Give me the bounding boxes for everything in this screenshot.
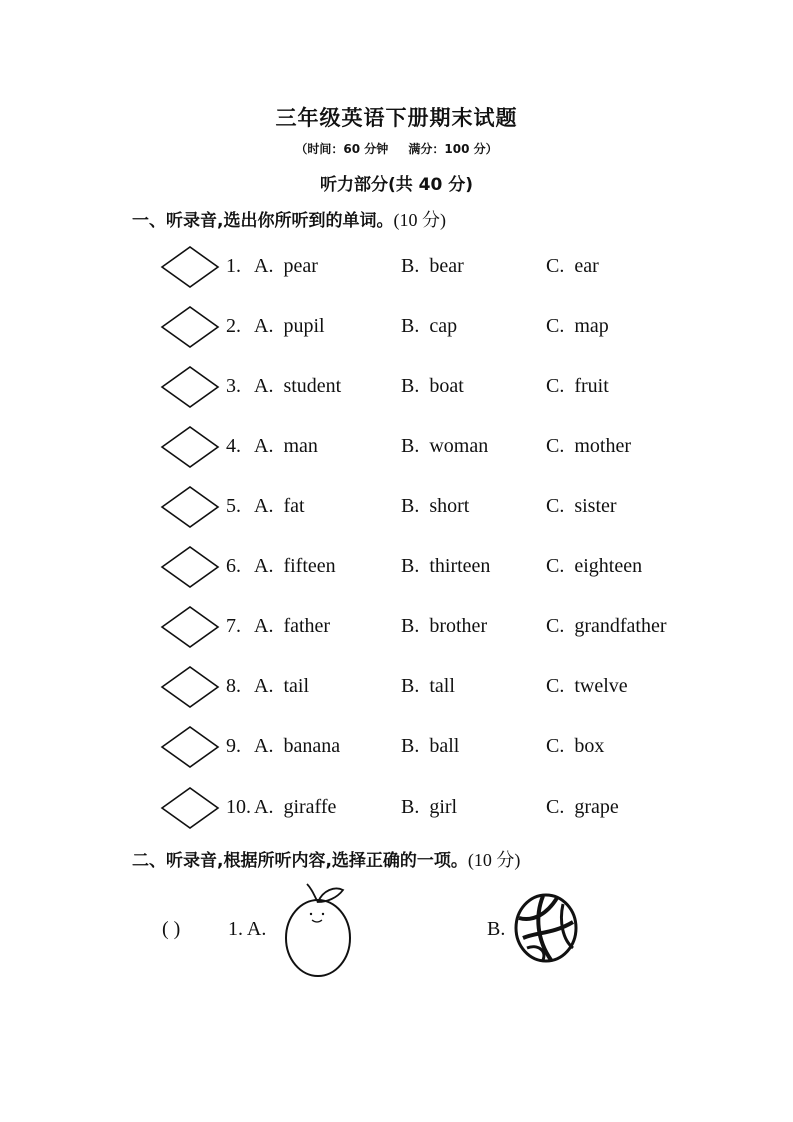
part-title: 听力部分(共 40 分): [319, 175, 474, 195]
option-a-label: A.: [254, 615, 274, 637]
option-c[interactable]: [546, 495, 617, 518]
option-a[interactable]: [254, 555, 336, 578]
page-title: 三年级英语下册期末试题: [275, 106, 518, 130]
option-b-word: woman: [429, 435, 489, 457]
question-number: 9.: [226, 735, 241, 757]
question-row: [0, 245, 793, 289]
option-c-label: C.: [546, 675, 565, 697]
option-c[interactable]: [546, 435, 631, 458]
answer-diamond-icon[interactable]: [160, 605, 220, 649]
question-row: [0, 425, 793, 469]
option-b-label: B.: [401, 255, 420, 277]
answer-diamond-icon[interactable]: [160, 245, 220, 289]
option-b-label: B.: [401, 555, 420, 577]
option-c-word: map: [574, 315, 609, 337]
option-c-label: C.: [546, 435, 565, 457]
option-b-label: B.: [401, 796, 420, 818]
option-a[interactable]: [254, 735, 340, 758]
question-number: 10.: [226, 796, 251, 818]
option-b-label: B.: [401, 615, 420, 637]
question-row: [0, 305, 793, 349]
option-c-label: C.: [546, 375, 565, 397]
option-b-word: cap: [429, 315, 458, 337]
answer-diamond-icon[interactable]: [160, 365, 220, 409]
option-a[interactable]: [254, 495, 305, 518]
option-b-label: B.: [487, 918, 506, 940]
exam-info: [0, 140, 793, 157]
volleyball-icon[interactable]: [513, 892, 579, 964]
answer-diamond-icon[interactable]: [160, 305, 220, 349]
option-b-word: brother: [429, 615, 488, 637]
orange-icon[interactable]: [283, 880, 355, 980]
option-c-label: C.: [546, 315, 565, 337]
option-c[interactable]: [546, 255, 599, 278]
option-a-label: A.: [254, 555, 274, 577]
option-b-label: B.: [401, 735, 420, 757]
option-a[interactable]: [254, 435, 318, 458]
option-a[interactable]: [254, 375, 341, 398]
option-b[interactable]: [401, 495, 469, 518]
option-a-label: A.: [254, 435, 274, 457]
option-c[interactable]: [546, 735, 604, 758]
option-a-label: A.: [254, 375, 274, 397]
option-a-word: pupil: [283, 315, 325, 337]
section-2-text: 二、听录音,根据所听内容,选择正确的一项。: [132, 851, 468, 871]
option-b-word: short: [429, 495, 470, 517]
question-number: 6.: [226, 555, 241, 577]
option-a-word: fat: [283, 495, 305, 517]
option-b[interactable]: [401, 255, 464, 278]
option-b[interactable]: [401, 735, 459, 758]
option-a[interactable]: [254, 796, 336, 819]
option-a-word: student: [283, 375, 342, 397]
question-number: 2.: [226, 315, 241, 337]
section-1-points: (10 分): [393, 210, 446, 230]
answer-blank[interactable]: ( ): [162, 918, 181, 940]
option-a-word: tail: [283, 675, 309, 697]
section-2-points: (10 分): [467, 850, 521, 870]
option-a[interactable]: [254, 615, 330, 638]
option-b-word: girl: [429, 796, 458, 818]
option-c-label: C.: [546, 555, 565, 577]
option-a[interactable]: [254, 255, 318, 278]
option-b[interactable]: [401, 375, 464, 398]
question-row: [0, 485, 793, 529]
question-number: 4.: [226, 435, 241, 457]
question-row: [0, 605, 793, 649]
option-a-word: father: [283, 615, 331, 637]
option-b-word: boat: [429, 375, 464, 397]
question-row: [0, 725, 793, 769]
option-c[interactable]: [546, 315, 609, 338]
question-row: [0, 786, 793, 830]
option-b-label: B.: [401, 435, 420, 457]
answer-diamond-icon[interactable]: [160, 665, 220, 709]
option-b-label: B.: [401, 375, 420, 397]
question-number: 5.: [226, 495, 241, 517]
option-c-word: sister: [574, 495, 617, 517]
answer-diamond-icon[interactable]: [160, 485, 220, 529]
option-a-word: giraffe: [283, 796, 337, 818]
option-c-word: grandfather: [574, 615, 667, 637]
option-c[interactable]: [546, 555, 642, 578]
option-a-word: pear: [283, 255, 318, 277]
option-a[interactable]: [254, 315, 325, 338]
answer-diamond-icon[interactable]: [160, 425, 220, 469]
option-c-label: C.: [546, 495, 565, 517]
option-c-word: eighteen: [574, 555, 643, 577]
option-a-label: A.: [254, 255, 274, 277]
question-row: [0, 665, 793, 709]
exam-time: （时间：60 分钟: [295, 142, 389, 156]
option-a-label: A.: [254, 675, 274, 697]
option-a-label: A.: [254, 495, 274, 517]
option-b-word: tall: [429, 675, 455, 697]
section-1-heading: [132, 206, 446, 232]
option-a-word: fifteen: [283, 555, 336, 577]
option-c-label: C.: [546, 615, 565, 637]
question-number: 8.: [226, 675, 241, 697]
exam-score: 满分：100 分）: [408, 142, 498, 156]
question-row: [0, 365, 793, 409]
option-c-label: C.: [546, 796, 565, 818]
option-a-label: A.: [254, 796, 274, 818]
option-b-word: thirteen: [429, 555, 491, 577]
option-c-word: grape: [574, 796, 619, 818]
option-a-word: man: [283, 435, 318, 457]
option-c[interactable]: [546, 796, 619, 819]
option-c[interactable]: [546, 615, 667, 638]
option-b[interactable]: [401, 315, 457, 338]
question-number: 7.: [226, 615, 241, 637]
option-a-label: A.: [254, 735, 274, 757]
option-b[interactable]: [401, 796, 457, 819]
option-b[interactable]: [401, 555, 490, 578]
option-b[interactable]: [401, 675, 455, 698]
section-2-question-1: [0, 915, 793, 995]
option-c-word: twelve: [574, 675, 628, 697]
option-c-word: mother: [574, 435, 631, 457]
option-c-label: C.: [546, 255, 565, 277]
answer-diamond-icon[interactable]: [160, 545, 220, 589]
option-c-label: C.: [546, 735, 565, 757]
option-c[interactable]: [546, 375, 609, 398]
option-c-word: ear: [574, 255, 599, 277]
option-b-label: B.: [401, 495, 420, 517]
answer-diamond-icon[interactable]: [160, 786, 220, 830]
option-a-label: 1. A.: [228, 918, 267, 940]
option-a[interactable]: [254, 675, 309, 698]
option-c[interactable]: [546, 675, 628, 698]
option-c-word: fruit: [574, 375, 609, 397]
option-b-word: ball: [429, 735, 460, 757]
question-row: [0, 545, 793, 589]
option-b[interactable]: [401, 435, 488, 458]
section-1-text: 一、听录音,选出你所听到的单词。: [132, 211, 394, 231]
answer-diamond-icon[interactable]: [160, 725, 220, 769]
question-number: 3.: [226, 375, 241, 397]
option-c-word: box: [574, 735, 605, 757]
option-b-label: B.: [401, 675, 420, 697]
option-a-label: A.: [254, 315, 274, 337]
option-a-word: banana: [283, 735, 341, 757]
question-number: 1.: [226, 255, 241, 277]
option-b-word: bear: [429, 255, 464, 277]
option-b-label: B.: [401, 315, 420, 337]
section-2-heading: [132, 846, 520, 872]
option-b[interactable]: [401, 615, 487, 638]
